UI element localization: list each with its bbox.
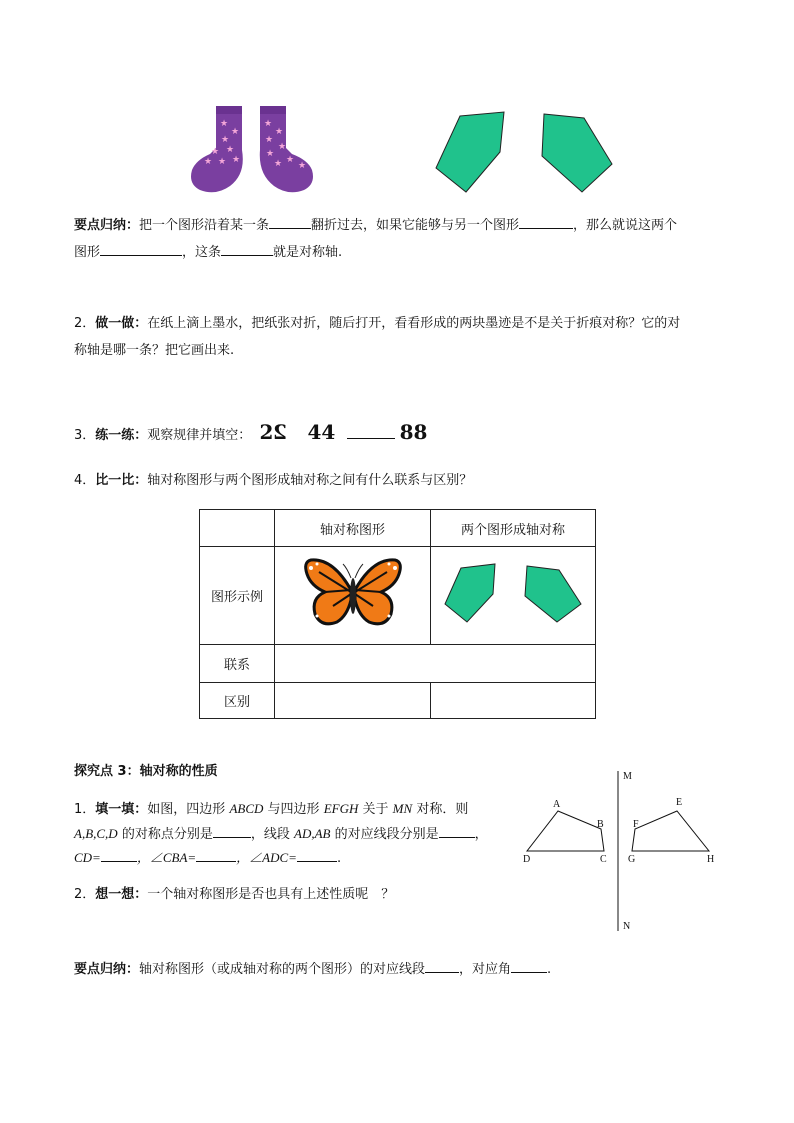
blank-cd[interactable]: [101, 847, 137, 862]
label-h: H: [707, 854, 715, 865]
fill-line-1: 1．填一填：如图，四边形 ABCD 与四边形 EFGH 关于 MN 对称．则: [74, 801, 469, 817]
table-row-label-2: 联系: [200, 645, 275, 683]
blank-adc[interactable]: [297, 847, 337, 862]
svg-text:★: ★: [226, 145, 235, 155]
svg-text:★: ★: [218, 157, 227, 167]
think-line: 2．想一想：一个轴对称图形是否也具有上述性质呢 ？: [74, 887, 395, 902]
seq-item-1: 22: [259, 420, 288, 444]
seq-blank[interactable]: [347, 426, 395, 439]
fill-line-2: A,B,C,D 的对称点分别是 ，线段 AD,AB 的对应线段分别是 ，: [74, 823, 734, 845]
item-2-line2: 称轴是哪一条？把它画出来.: [74, 343, 235, 358]
svg-text:★: ★: [220, 119, 229, 129]
mirrored-pentagons-icon: [432, 110, 616, 196]
svg-text:★: ★: [274, 159, 283, 169]
mirrored-2: 2: [273, 420, 288, 444]
item-2-line1: 2．做一做：在纸上滴上墨水，把纸张对折，随后打开，看看形成的两块墨迹是不是关于折痕对称？它的对: [74, 316, 681, 331]
fill-label: 填一填：: [95, 802, 148, 817]
key-point-2-label: 要点归纳：: [74, 962, 140, 977]
key-point-2: 要点归纳：轴对称图形（或成轴对称的两个图形）的对应线段 ，对应角 .: [74, 958, 734, 980]
table-header-1: 轴对称图形: [275, 510, 431, 547]
label-m: M: [623, 771, 632, 782]
svg-text:★: ★: [231, 127, 240, 137]
svg-text:★: ★: [286, 155, 295, 165]
seq-item-3: 88: [399, 420, 428, 444]
small-pentagons-icon: [441, 562, 585, 626]
table-header-2: 两个图形成轴对称: [431, 510, 596, 547]
item-3-label: 练一练：: [95, 428, 148, 443]
key-point-1-line2: 图形 ，这条 就是对称轴.: [74, 241, 734, 263]
relation-cell[interactable]: [275, 645, 596, 683]
seq-item-2: 44: [307, 420, 336, 444]
label-d: D: [523, 854, 531, 865]
blank-3[interactable]: [100, 241, 182, 256]
blank-segments-prop[interactable]: [425, 958, 459, 973]
svg-text:★: ★: [211, 147, 220, 157]
butterfly-icon: [303, 556, 403, 632]
svg-text:★: ★: [275, 127, 284, 137]
item-2-label: 做一做：: [95, 316, 148, 331]
difference-cell-1[interactable]: [275, 683, 431, 719]
label-g: G: [628, 854, 636, 865]
table-row-label-3: 区别: [200, 683, 275, 719]
table-row-label-1: 图形示例: [200, 547, 275, 645]
item-4-label: 比一比：: [95, 473, 148, 488]
svg-text:★: ★: [265, 135, 274, 145]
blank-segments[interactable]: [439, 823, 475, 838]
key-point-1-label: 要点归纳：: [74, 218, 140, 233]
butterfly-cell: [275, 547, 431, 645]
blank-1[interactable]: [269, 214, 311, 229]
label-n: N: [623, 921, 631, 932]
svg-text:★: ★: [221, 135, 230, 145]
label-f: F: [633, 819, 639, 830]
key-point-1-line1: 要点归纳：把一个图形沿着某一条 翻折过去，如果它能够与另一个图形 ，那么就说这两个: [74, 214, 734, 236]
svg-text:★: ★: [278, 142, 287, 152]
svg-text:★: ★: [204, 157, 213, 167]
item-4: 4．比一比：轴对称图形与两个图形成轴对称之间有什么联系与区别？: [74, 473, 473, 488]
svg-text:★: ★: [266, 149, 275, 159]
quadrilateral-abcd: [527, 811, 604, 851]
svg-text:★: ★: [232, 155, 241, 165]
blank-sym-points[interactable]: [213, 823, 251, 838]
label-b: B: [597, 819, 604, 830]
blank-2[interactable]: [519, 214, 573, 229]
fill-line-3: CD= ，∠CBA= ，∠ADC= .: [74, 847, 734, 869]
comparison-table: [199, 509, 596, 719]
socks-icon: [186, 104, 320, 194]
pentagons-cell: [431, 547, 596, 645]
label-e: E: [676, 797, 683, 808]
label-c: C: [600, 854, 607, 865]
blank-cba[interactable]: [196, 847, 236, 862]
table-corner: [200, 510, 275, 547]
symmetry-figure: [515, 765, 725, 935]
svg-text:★: ★: [298, 161, 307, 171]
difference-cell-2[interactable]: [431, 683, 596, 719]
item-3: 3．练一练：观察规律并填空： 22 44 88: [74, 420, 428, 444]
think-label: 想一想：: [95, 887, 148, 902]
svg-text:★: ★: [264, 119, 273, 129]
blank-4[interactable]: [221, 241, 273, 256]
label-a: A: [553, 799, 561, 810]
quadrilateral-efgh: [632, 811, 709, 851]
blank-angles-prop[interactable]: [511, 958, 547, 973]
section-3-title: 探究点 3：轴对称的性质: [74, 764, 218, 779]
